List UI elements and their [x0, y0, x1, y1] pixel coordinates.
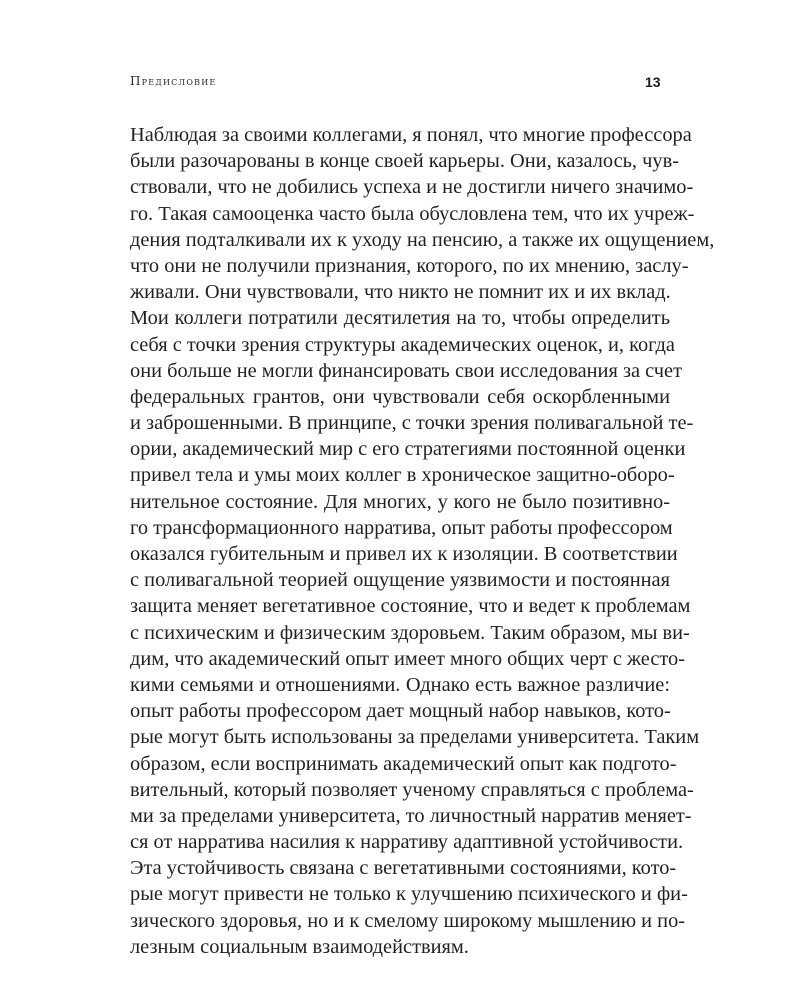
paragraph-line: рые могут привести не только к улучшению психического и фи- [130, 883, 688, 906]
paragraph-line: Наблюдая за своими коллегами, я понял, что многие профессора [130, 124, 692, 146]
paragraph-line: привел тела и умы моих коллег в хроническое защитно-оборо- [130, 464, 675, 487]
paragraph-line: что они не получили признания, которого, по их мнению, заслу- [130, 254, 689, 277]
paragraph-line: оказался губительным и привел их к изоляции. В соответствии [130, 543, 678, 565]
paragraph-line: Мои коллеги потратили десятилетия на то, чтобы определить [130, 307, 670, 330]
paragraph-line: они больше не могли финансировать свои исследования за счет [130, 359, 683, 382]
paragraph-line: дим, что академический опыт имеет много общих черт с жесто- [130, 647, 686, 670]
running-head-section-title: Предисловие [130, 74, 217, 88]
body-paragraph [130, 122, 715, 960]
paragraph-line: ся от нарратива насилия к нарративу адаптивной устойчивости. [130, 831, 684, 854]
paragraph-line: и заброшенными. В принципе, с точки зрения поливагальной те- [130, 412, 694, 435]
paragraph-line: дения подталкивали их к уходу на пенсию, а также их ощущением, [130, 228, 715, 251]
paragraph-line: Эта устойчивость связана с вегетативными состояниями, кото- [130, 857, 677, 880]
paragraph-line: го трансформационного нарратива, опыт работы профессором [130, 516, 673, 539]
paragraph-line: вительный, который позволяет ученому справляться с проблема- [130, 778, 694, 801]
paragraph-line: ории, академический мир с его стратегиями постоянной оценки [130, 438, 686, 461]
paragraph-line: федеральных грантов, они чувствовали себя оскорбленными [130, 385, 670, 408]
paragraph-line: рые могут быть использованы за пределами университета. Таким [130, 726, 700, 749]
paragraph-line: образом, если воспринимать академический опыт как подгото- [130, 752, 677, 775]
paragraph-line: нительное состояние. Для многих, у кого не было позитивно- [130, 490, 670, 513]
paragraph-line: ми за пределами университета, то личностный нарратив меняет- [130, 804, 692, 827]
paragraph-line: были разочарованы в конце своей карьеры. Они, казалось, чув- [130, 150, 679, 173]
paragraph-line: го. Такая самооценка часто была обусловлена тем, что их учреж- [130, 202, 695, 225]
paragraph-line: с психическим и физическим здоровьем. Таким образом, мы ви- [130, 621, 690, 644]
paragraph-line: лезным социальным взаимодействиям. [130, 935, 469, 958]
paragraph-line: себя с точки зрения структуры академических оценок, и, когда [130, 333, 675, 356]
page-number: 13 [645, 74, 661, 90]
paragraph-line: ствовали, что не добились успеха и не достигли ничего значимо- [130, 176, 694, 199]
paragraph-line: защита меняет вегетативное состояние, что и ведет к проблемам [130, 595, 691, 618]
paragraph-line: зического здоровья, но и к смелому широкому мышлению и по- [130, 909, 686, 932]
paragraph-line: кими семьями и отношениями. Однако есть важное различие: [130, 673, 670, 696]
paragraph-line: опыт работы профессором дает мощный набор навыков, кото- [130, 700, 671, 723]
paragraph-line: живали. Они чувствовали, что никто не помнит их и их вклад. [130, 281, 671, 304]
paragraph-line: с поливагальной теорией ощущение уязвимости и постоянная [130, 569, 670, 592]
